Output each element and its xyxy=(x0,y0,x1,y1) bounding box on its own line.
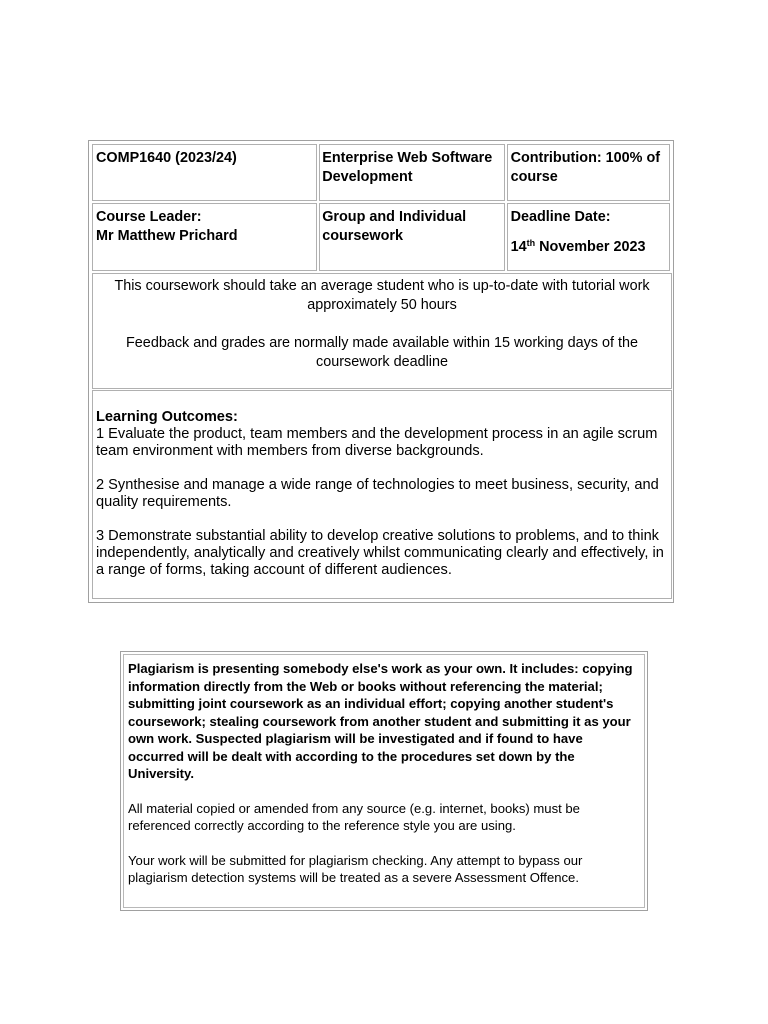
plagiarism-notice-body xyxy=(123,654,645,908)
course-leader-cell xyxy=(92,203,317,271)
table-row xyxy=(91,202,671,272)
deadline-cell xyxy=(507,203,670,271)
learning-outcomes-cell xyxy=(92,390,672,599)
deadline-label: Deadline Date: xyxy=(510,209,611,225)
feedback-note: Feedback and grades are normally made available within 15 working days of the coursework deadline xyxy=(126,335,638,370)
course-leader-name: Mr Matthew Prichard xyxy=(96,228,238,244)
course-title: Enterprise Web Software Development xyxy=(319,144,504,201)
deadline-date xyxy=(511,238,666,257)
plagiarism-notice xyxy=(120,651,648,911)
deadline-month-year: November 2023 xyxy=(535,239,646,255)
deadline-day: 14 xyxy=(510,239,527,255)
learning-outcomes-heading: Learning Outcomes: xyxy=(96,409,238,425)
course-code: COMP1640 (2023/24) xyxy=(92,144,317,201)
deadline-suffix: th xyxy=(526,238,536,248)
table-row xyxy=(91,143,671,202)
learning-outcome-item: 2 Synthesise and manage a wide range of technologies to meet business, security, and quality requirements. xyxy=(96,477,659,510)
referencing-note: All material copied or amended from any source (e.g. internet, books) must be referenced correctly according to the reference style you are using. xyxy=(128,800,580,833)
contribution: Contribution: 100% of course xyxy=(507,144,670,201)
plagiarism-warning: Plagiarism is presenting somebody else's work as your own. It includes: copying information directly from the Web or books without referencing the material; submitting joint coursework as an individual effort; copying another student's coursework; stealing coursework from another student and submitting it as your own work. Suspected plagiarism will be investigated and if found to have occurred will be dealt with according to the procedures set down by the University. xyxy=(128,661,633,781)
workload-cell xyxy=(92,273,672,389)
plagiarism-checking-note: Your work will be submitted for plagiarism checking. Any attempt to bypass our plagiarism detection systems will be treated as a severe Assessment Offence. xyxy=(128,852,583,885)
time-estimate: This coursework should take an average student who is up-to-date with tutorial work approximately 50 hours xyxy=(114,278,650,313)
coursework-info-table xyxy=(88,140,674,603)
learning-outcome-item: 1 Evaluate the product, team members and the development process in an agile scrum team environment with members from diverse backgrounds. xyxy=(96,426,658,459)
coursework-type: Group and Individual coursework xyxy=(319,203,504,271)
course-leader-label: Course Leader: xyxy=(96,209,202,225)
learning-outcome-item: 3 Demonstrate substantial ability to develop creative solutions to problems, and to think independently, analytically and creatively whilst communicating clearly and effectively, in a range of forms, taking account of different audiences. xyxy=(96,528,664,578)
